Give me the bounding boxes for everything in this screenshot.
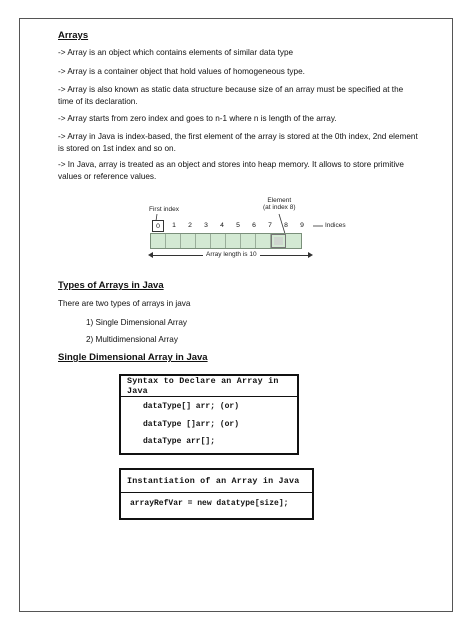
declare-line-3: dataType arr[]; (143, 437, 216, 446)
index-cell: 5 (236, 222, 240, 229)
array-cell (286, 234, 301, 248)
arrays-point-6: -> In Java, array is treated as an object and stores into heap memory. It allows to store primitive values or reference values. (58, 160, 404, 181)
instantiation-title: Instantiation of an Array in Java (121, 470, 312, 493)
length-label: Array length is 10 (203, 251, 260, 258)
arrays-heading: Arrays (58, 30, 89, 41)
index-row (150, 220, 310, 232)
index-cell: 7 (268, 222, 272, 229)
types-heading: Types of Arrays in Java (58, 280, 164, 291)
indices-label: Indices (325, 222, 346, 229)
element-label-line2: (at index 8) (263, 204, 296, 211)
array-cell (256, 234, 271, 248)
array-cell (226, 234, 241, 248)
element-label-line1: Element (267, 197, 292, 204)
arrays-point-2: -> Array is a container object that hold values of homogeneous type. (58, 67, 305, 76)
array-cell (211, 234, 226, 248)
declare-line-2: dataType []arr; (or) (143, 420, 240, 429)
types-intro: There are two types of arrays in java (58, 299, 191, 308)
index-cell: 2 (188, 222, 192, 229)
array-cell (166, 234, 181, 248)
index-cell: 1 (172, 222, 176, 229)
first-index-label: First index (149, 206, 179, 213)
declare-syntax-title: Syntax to Declare an Array in Java (121, 376, 297, 397)
array-diagram (145, 197, 350, 265)
arrays-point-3: -> Array is also known as static data structure because size of an array must be specified at the time of its declaration. (58, 85, 404, 106)
page-border (19, 18, 453, 612)
arrays-point-5: -> Array in Java is index-based, the first element of the array is stored at the 0th index, 2nd element is stored on 1st index and so on. (58, 132, 418, 153)
types-item-2: 2) Multidimensional Array (86, 335, 178, 344)
index-cell: 0 (152, 220, 164, 232)
length-arrow-right-icon (308, 252, 313, 258)
declare-line-1: dataType[] arr; (or) (143, 402, 240, 411)
array-cells (150, 233, 302, 249)
array-cell-highlighted (271, 234, 286, 248)
instantiation-line: arrayRefVar = new datatype[size]; (130, 499, 289, 508)
types-item-1: 1) Single Dimensional Array (86, 318, 188, 327)
single-dimensional-heading: Single Dimensional Array in Java (58, 352, 208, 363)
array-cell (151, 234, 166, 248)
array-cell (241, 234, 256, 248)
arrays-point-1: -> Array is an object which contains elements of similar data type (58, 48, 294, 57)
index-cell: 8 (284, 222, 288, 229)
array-cell (196, 234, 211, 248)
length-arrow-left-icon (148, 252, 153, 258)
index-cell: 9 (300, 222, 304, 229)
index-cell: 4 (220, 222, 224, 229)
arrays-point-4: -> Array starts from zero index and goes to n-1 where n is length of the array. (58, 114, 337, 123)
index-cell: 6 (252, 222, 256, 229)
declare-syntax-box (119, 374, 299, 455)
instantiation-box (119, 468, 314, 520)
array-cell (181, 234, 196, 248)
index-cell: 3 (204, 222, 208, 229)
